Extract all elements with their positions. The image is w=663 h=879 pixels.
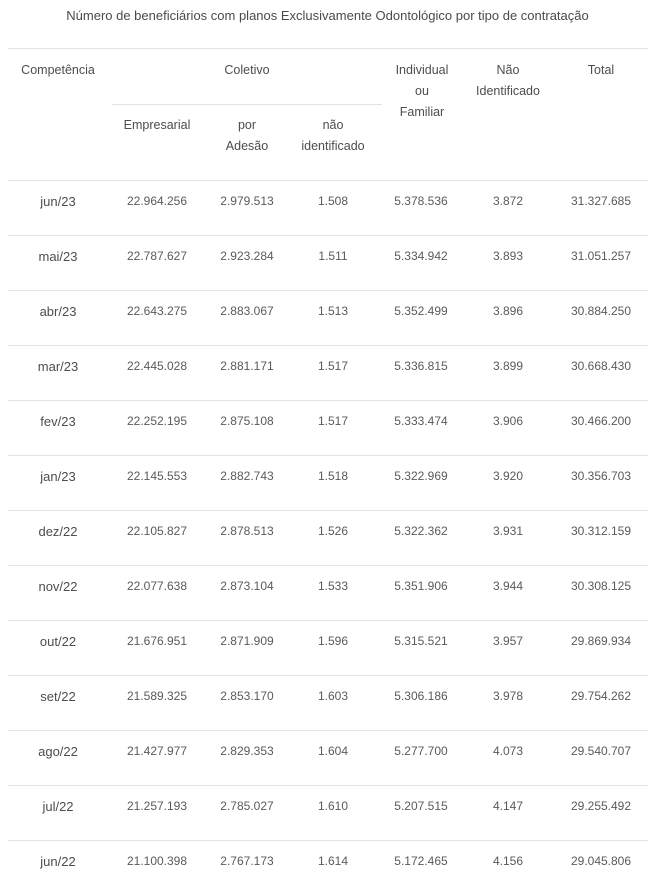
cell-nao-id: 3.872 <box>492 194 524 208</box>
row-divider <box>8 785 648 786</box>
cell-nao-id: 3.906 <box>492 414 524 428</box>
header-nao-identificado-line1: Não <box>496 63 520 77</box>
cell-individual: 5.322.362 <box>394 524 448 538</box>
cell-empresarial: 22.643.275 <box>126 304 188 318</box>
row-divider <box>8 840 648 841</box>
row-divider <box>8 180 648 181</box>
cell-adesao: 2.882.743 <box>220 469 274 483</box>
header-por-adesao <box>202 115 292 157</box>
cell-empresarial: 22.964.256 <box>126 194 188 208</box>
cell-nao-id: 3.899 <box>492 359 524 373</box>
cell-nao-id-col: 1.511 <box>318 249 348 263</box>
cell-adesao: 2.878.513 <box>220 524 274 538</box>
coletivo-divider <box>112 104 382 105</box>
cell-total: 29.869.934 <box>570 634 632 648</box>
cell-adesao: 2.871.909 <box>220 634 274 648</box>
row-divider <box>8 565 648 566</box>
cell-total: 30.668.430 <box>570 359 632 373</box>
cell-nao-id: 4.073 <box>492 744 524 758</box>
header-competencia: Competência <box>21 63 95 77</box>
cell-nao-id: 3.944 <box>492 579 524 593</box>
cell-nao-id-col: 1.513 <box>317 304 349 318</box>
cell-nao-id: 3.931 <box>492 524 524 538</box>
cell-total: 30.308.125 <box>570 579 632 593</box>
row-divider <box>8 730 648 731</box>
cell-competencia: out/22 <box>39 634 77 649</box>
cell-competencia: mar/23 <box>37 359 79 374</box>
cell-individual: 5.322.969 <box>394 469 448 483</box>
cell-empresarial: 22.445.028 <box>126 359 188 373</box>
cell-competencia: jul/22 <box>42 799 74 814</box>
cell-total: 30.466.200 <box>570 414 632 428</box>
cell-empresarial: 22.105.827 <box>126 524 188 538</box>
cell-adesao: 2.875.108 <box>220 414 274 428</box>
cell-individual: 5.315.521 <box>394 634 448 648</box>
cell-individual: 5.336.815 <box>394 359 448 373</box>
cell-nao-id: 3.893 <box>492 249 524 263</box>
header-individual-familiar <box>382 60 462 123</box>
cell-competencia: abr/23 <box>39 304 77 319</box>
row-divider <box>8 400 648 401</box>
cell-nao-id: 4.147 <box>492 799 524 813</box>
cell-individual: 5.333.474 <box>394 414 448 428</box>
header-total: Total <box>587 63 615 77</box>
row-divider <box>8 235 648 236</box>
table-top-border <box>8 48 648 49</box>
cell-individual: 5.306.186 <box>394 689 448 703</box>
cell-competencia: jan/23 <box>40 469 76 484</box>
cell-individual: 5.277.700 <box>394 744 448 758</box>
cell-empresarial: 21.676.951 <box>126 634 188 648</box>
cell-empresarial: 22.077.638 <box>126 579 188 593</box>
cell-individual: 5.351.906 <box>394 579 448 593</box>
cell-total: 31.051.257 <box>570 249 632 263</box>
cell-adesao: 2.829.353 <box>220 744 274 758</box>
header-empresarial: Empresarial <box>123 118 191 132</box>
cell-competencia: dez/22 <box>38 524 78 539</box>
cell-nao-id-col: 1.603 <box>317 689 349 703</box>
cell-total: 29.255.492 <box>570 799 632 813</box>
cell-adesao: 2.923.284 <box>220 249 274 263</box>
header-nao-identificado-line2: Identificado <box>476 84 540 98</box>
cell-competencia: set/22 <box>40 689 76 704</box>
cell-individual: 5.378.536 <box>394 194 448 208</box>
header-por-adesao-line1: por <box>237 118 257 132</box>
row-divider <box>8 290 648 291</box>
cell-nao-id-col: 1.533 <box>317 579 349 593</box>
row-divider <box>8 510 648 511</box>
cell-nao-id-col: 1.614 <box>317 854 349 868</box>
row-divider <box>8 455 648 456</box>
header-nao-identificado-coletivo-line1: não <box>322 118 344 132</box>
cell-adesao: 2.883.067 <box>220 304 274 318</box>
header-individual-line2: ou <box>415 84 429 98</box>
cell-adesao: 2.785.027 <box>220 799 274 813</box>
cell-empresarial: 21.427.977 <box>126 744 188 758</box>
cell-total: 30.884.250 <box>570 304 632 318</box>
cell-empresarial: 22.145.553 <box>126 469 188 483</box>
cell-nao-id: 3.920 <box>492 469 524 483</box>
cell-individual: 5.172.465 <box>394 854 448 868</box>
cell-individual: 5.352.499 <box>394 304 448 318</box>
cell-empresarial: 21.100.398 <box>126 854 188 868</box>
cell-individual: 5.207.515 <box>394 799 448 813</box>
cell-adesao: 2.881.171 <box>220 359 274 373</box>
cell-total: 29.045.806 <box>570 854 632 868</box>
cell-empresarial: 22.252.195 <box>126 414 188 428</box>
cell-total: 30.312.159 <box>570 524 632 538</box>
cell-nao-id-col: 1.526 <box>317 524 349 538</box>
cell-total: 30.356.703 <box>570 469 632 483</box>
header-nao-identificado-coletivo <box>287 115 379 157</box>
cell-nao-id-col: 1.517 <box>317 359 349 373</box>
cell-adesao: 2.979.513 <box>220 194 274 208</box>
cell-nao-id-col: 1.518 <box>317 469 349 483</box>
cell-competencia: ago/22 <box>38 744 78 759</box>
cell-total: 29.540.707 <box>570 744 632 758</box>
header-nao-identificado <box>463 60 553 102</box>
header-por-adesao-line2: Adesão <box>225 139 269 153</box>
cell-total: 29.754.262 <box>570 689 632 703</box>
cell-adesao: 2.767.173 <box>220 854 274 868</box>
row-divider <box>8 675 648 676</box>
cell-empresarial: 21.257.193 <box>126 799 188 813</box>
cell-adesao: 2.873.104 <box>220 579 274 593</box>
cell-competencia: nov/22 <box>38 579 78 594</box>
header-individual-line1: Individual <box>395 63 449 77</box>
cell-nao-id-col: 1.596 <box>317 634 349 648</box>
row-divider <box>8 620 648 621</box>
cell-individual: 5.334.942 <box>394 249 448 263</box>
cell-competencia: mai/23 <box>38 249 78 264</box>
cell-nao-id-col: 1.610 <box>317 799 349 813</box>
cell-nao-id: 3.957 <box>492 634 524 648</box>
cell-nao-id-col: 1.604 <box>317 744 349 758</box>
cell-nao-id: 3.978 <box>492 689 524 703</box>
cell-empresarial: 21.589.325 <box>126 689 188 703</box>
table-title: Número de beneficiários com planos Exclusivamente Odontológico por tipo de contratação <box>66 8 589 23</box>
cell-adesao: 2.853.170 <box>220 689 274 703</box>
cell-nao-id-col: 1.508 <box>317 194 349 208</box>
cell-competencia: fev/23 <box>40 414 76 429</box>
header-individual-line3: Familiar <box>399 105 445 119</box>
cell-competencia: jun/22 <box>40 854 76 869</box>
cell-nao-id: 4.156 <box>492 854 524 868</box>
row-divider <box>8 345 648 346</box>
header-nao-identificado-coletivo-line2: identificado <box>301 139 365 153</box>
cell-nao-id-col: 1.517 <box>317 414 349 428</box>
cell-nao-id: 3.896 <box>492 304 524 318</box>
cell-total: 31.327.685 <box>570 194 632 208</box>
cell-competencia: jun/23 <box>40 194 76 209</box>
header-coletivo: Coletivo <box>224 63 270 77</box>
cell-empresarial: 22.787.627 <box>126 249 188 263</box>
